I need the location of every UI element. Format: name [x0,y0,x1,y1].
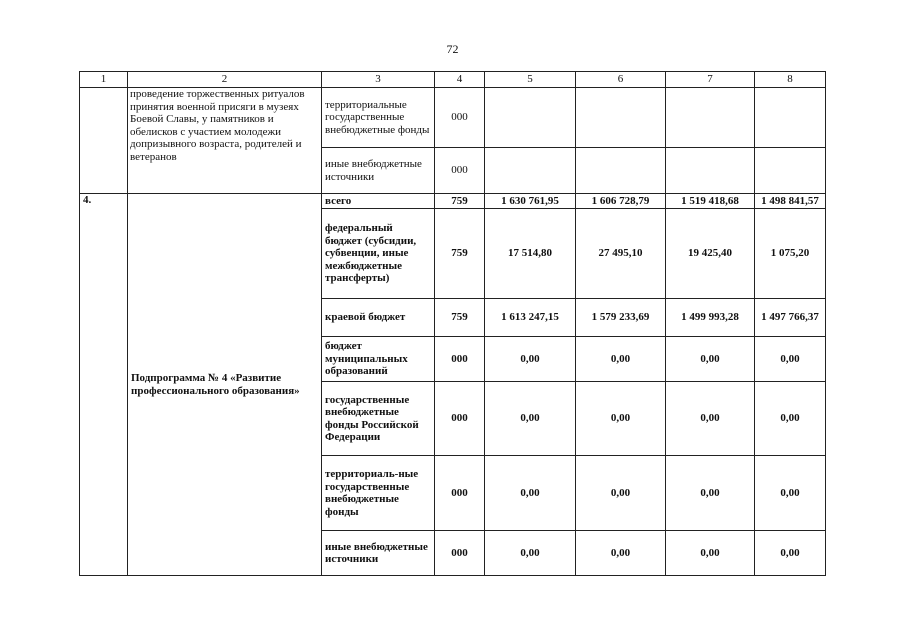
value-col8: 1 075,20 [755,209,826,299]
value-col5: 1 613 247,15 [485,299,576,337]
budget-code: 759 [435,209,485,299]
value-col5: 0,00 [485,382,576,456]
value-col6: 1 579 233,69 [576,299,666,337]
budget-table [79,71,826,576]
funding-source: территориаль-ные государственные внебюджетные фонды [322,456,435,531]
col-header-4: 4 [435,72,485,88]
col-header-2: 2 [128,72,322,88]
funding-source: краевой бюджет [322,299,435,337]
value-col6: 0,00 [576,456,666,531]
table-row [80,194,826,209]
budget-code: 759 [435,194,485,209]
funding-source: государственные внебюджетные фонды Российской Федерации [322,382,435,456]
col-header-7: 7 [666,72,755,88]
row-number-cell [80,88,128,194]
page-number: 72 [446,42,459,56]
value-col6: 0,00 [576,531,666,576]
value-col8: 0,00 [755,382,826,456]
subprogram-title: Подпрограмма № 4 «Развитие профессионального образования» [128,194,322,576]
value-col5: 0,00 [485,531,576,576]
funding-source: всего [322,194,435,209]
funding-source: федеральный бюджет (субсидии, субвенции, иные межбюджетные трансферты) [322,209,435,299]
value-col5: 0,00 [485,456,576,531]
col-header-6: 6 [576,72,666,88]
funding-source: иные внебюджетные источники [322,531,435,576]
funding-source: территориальные государственные внебюджетные фонды [322,88,435,148]
column-number-row [80,72,826,88]
value-col5: 1 630 761,95 [485,194,576,209]
budget-code: 000 [435,88,485,148]
value-col7: 0,00 [666,456,755,531]
funding-source: бюджет муниципальных образований [322,337,435,382]
value-col8: 0,00 [755,531,826,576]
budget-code: 000 [435,456,485,531]
value-col6: 0,00 [576,337,666,382]
funding-source: иные внебюджетные источники [322,148,435,194]
value-col7: 1 499 993,28 [666,299,755,337]
col-header-3: 3 [322,72,435,88]
value-col7: 0,00 [666,531,755,576]
value-col8: 1 498 841,57 [755,194,826,209]
value-col6: 27 495,10 [576,209,666,299]
value-col5: 0,00 [485,337,576,382]
col-header-8: 8 [755,72,826,88]
value-col7: 0,00 [666,337,755,382]
value-col8: 1 497 766,37 [755,299,826,337]
budget-code: 759 [435,299,485,337]
value-col8: 0,00 [755,337,826,382]
value-col8: 0,00 [755,456,826,531]
value-col7: 19 425,40 [666,209,755,299]
value-col6: 1 606 728,79 [576,194,666,209]
budget-code: 000 [435,531,485,576]
budget-code: 000 [435,382,485,456]
value-col7: 0,00 [666,382,755,456]
row-number-cell: 4. [80,194,128,576]
value-col6: 0,00 [576,382,666,456]
activity-name: проведение торжественных ритуалов принятия военной присяги в музеях Боевой Славы, у памятников и обелисков с участием молодежи допризывного возраста, родителей и ветеранов [128,88,322,194]
budget-code: 000 [435,148,485,194]
table-row [80,88,826,148]
value-col5: 17 514,80 [485,209,576,299]
budget-code: 000 [435,337,485,382]
col-header-1: 1 [80,72,128,88]
value-col7: 1 519 418,68 [666,194,755,209]
col-header-5: 5 [485,72,576,88]
